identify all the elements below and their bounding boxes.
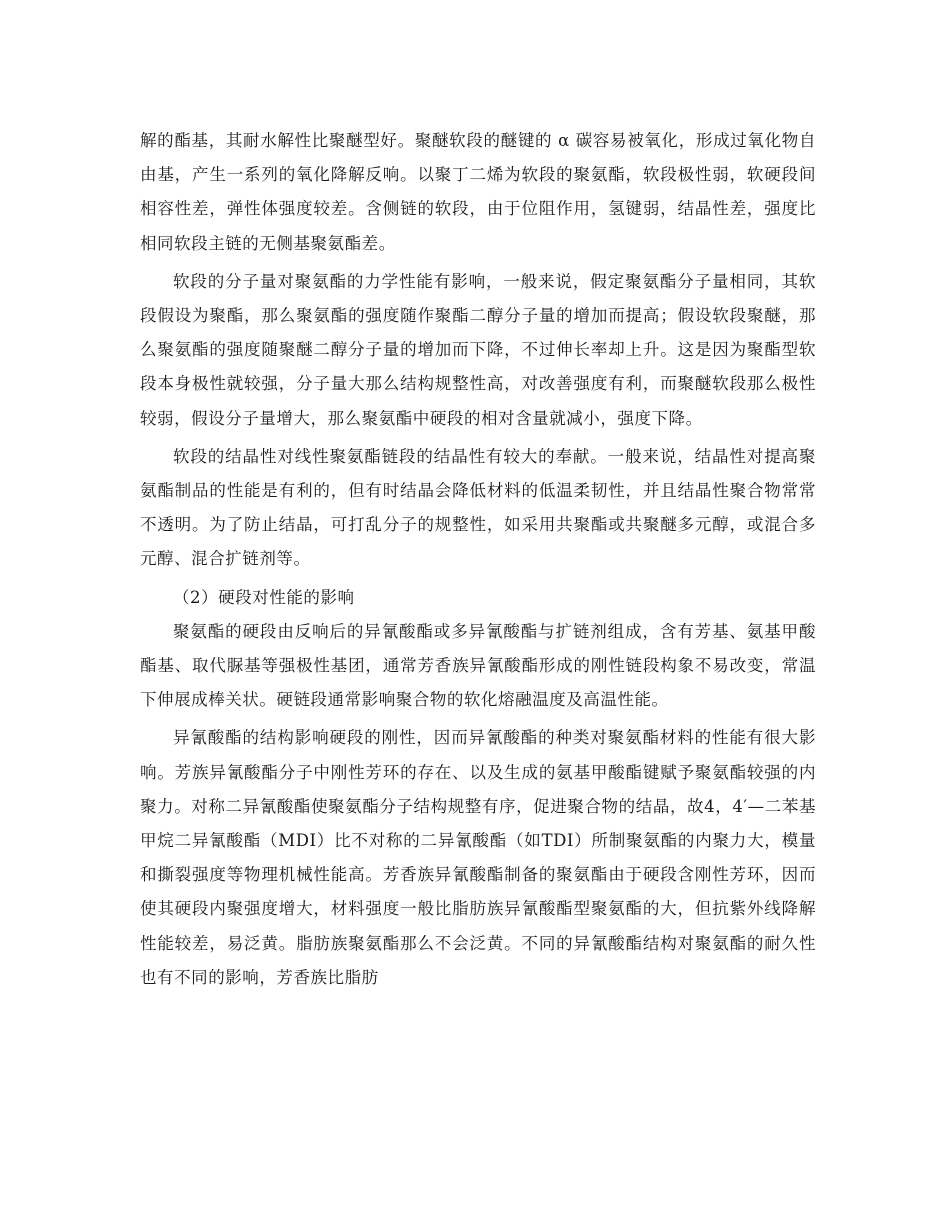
section-heading-hard-segment: （2）硬段对性能的影响 <box>173 587 355 607</box>
paragraph-isocyanate-structure: 异氰酸酯的结构影响硬段的刚性，因而异氰酸酯的种类对聚氨酯材料的性能有很大影响。芳族异氰酸酯分子中刚性芳环的存在、以及生成的氨基甲酸酯键赋予聚氨酯较强的内聚力。对称二异氰酸酯使聚氨酯分子结构规整有序，促进聚合物的结晶，故4，4′—二苯基甲烷二异氰酸酯（MDI）比不对称的二异氰酸酯（如TDI）所制聚氨酯的内聚力大，模量和撕裂强度等物理机械性能高。芳香族异氰酸酯制备的聚氨酯由于硬段含刚性芳环，因而使其硬段内聚强度增大，材料强度一般比脂肪族异氰酸酯型聚氨酯的大，但抗紫外线降解性能较差，易泛黄。脂肪族聚氨酯那么不会泛黄。不同的异氰酸酯结构对聚氨酯的耐久性也有不同的影响，芳香族比脂肪 <box>140 728 816 987</box>
paragraph-soft-segment-molecular-weight: 软段的分子量对聚氨酯的力学性能有影响，一般来说，假定聚氨酯分子量相同，其软段假设为聚酯，那么聚氨酯的强度随作聚酯二醇分子量的增加而提高；假设软段聚醚，那么聚氨酯的强度随聚醚二醇分子量的增加而下降，不过伸长率却上升。这是因为聚酯型软段本身极性就较强，分子量大那么结构规整性高，对改善强度有利，而聚醚软段那么极性较弱，假设分子量增大，那么聚氨酯中硬段的相对含量就减小，强度下降。 <box>140 271 816 428</box>
paragraph-soft-segment-crystallinity: 软段的结晶性对线性聚氨酯链段的结晶性有较大的奉献。一般来说，结晶性对提高聚氨酯制品的性能是有利的，但有时结晶会降低材料的低温柔韧性，并且结晶性聚合物常常不透明。为了防止结晶，可打乱分子的规整性，如采用共聚酯或共聚醚多元醇，或混合多元醇、混合扩链剂等。 <box>140 446 816 569</box>
paragraph-hard-segment-composition: 聚氨酯的硬段由反响后的异氰酸酯或多异氰酸酯与扩链剂组成，含有芳基、氨基甲酸酯基、取代脲基等强极性基团，通常芳香族异氰酸酯形成的刚性链段构象不易改变，常温下伸展成棒关状。硬链段通常影响聚合物的软化熔融温度及高温性能。 <box>140 621 816 710</box>
paragraph-continuation: 解的酯基，其耐水解性比聚醚型好。聚醚软段的醚键的 α 碳容易被氧化，形成过氧化物自由基，产生一系列的氧化降解反响。以聚丁二烯为软段的聚氨酯，软段极性弱，软硬段间相容性差，弹性体强度较差。含侧链的软段，由于位阻作用，氢键弱，结晶性差，强度比相同软段主链的无侧基聚氨酯差。 <box>140 131 816 253</box>
document-body <box>140 124 816 995</box>
